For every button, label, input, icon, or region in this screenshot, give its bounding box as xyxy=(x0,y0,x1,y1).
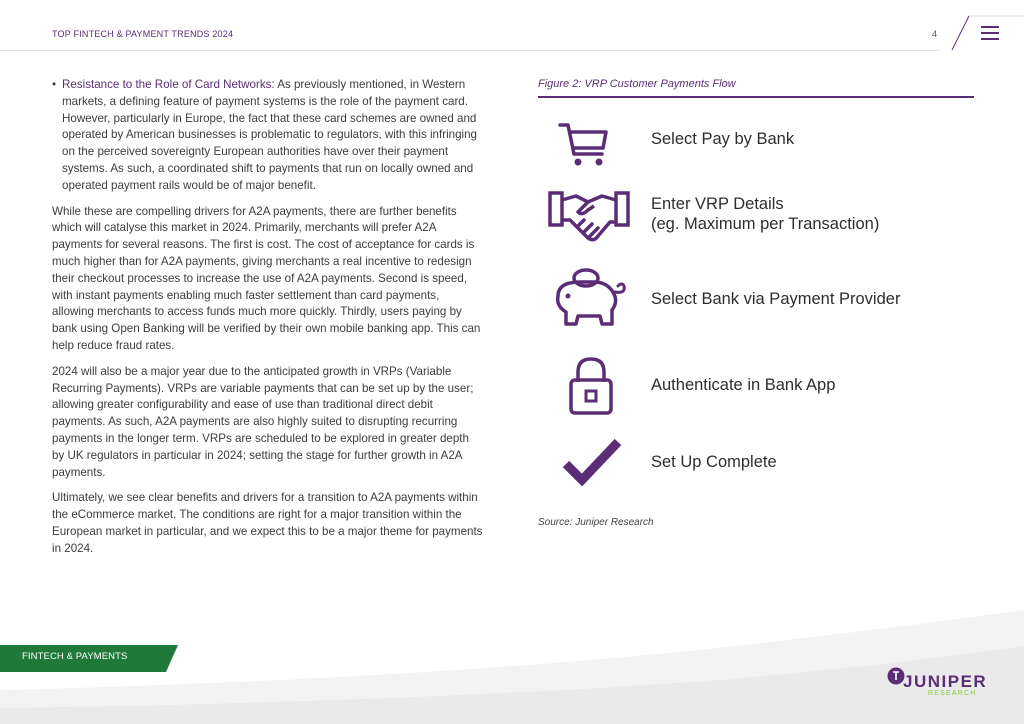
checkmark-icon xyxy=(562,436,622,486)
header-divider xyxy=(0,50,940,51)
step-label: Authenticate in Bank App xyxy=(651,376,836,394)
step-label: Select Bank via Payment Provider xyxy=(651,290,901,308)
juniper-research-logo xyxy=(886,666,1006,702)
paragraph: Ultimately, we see clear benefits and drivers for a transition to A2A payments within the eCommerce market. The conditions are right for a major transition within the European market in particular, and we expect this to be a major theme for payments in 2024. xyxy=(52,491,483,555)
page-number: 4 xyxy=(932,29,938,39)
shopping-cart-icon xyxy=(558,122,610,168)
step-label-line: (eg. Maximum per Transaction) xyxy=(651,215,880,233)
figure-source: Source: Juniper Research xyxy=(538,517,654,528)
document-header-title: TOP FINTECH & PAYMENT TRENDS 2024 xyxy=(52,29,234,39)
footer-section-label: FINTECH & PAYMENTS xyxy=(22,651,128,662)
bullet-item xyxy=(52,77,484,195)
bullet-text: As previously mentioned, in Western markets, a defining feature of payment systems is the role of the payment card. However, particularly in Europe, the fact that these card schemes are owned and operated by American businesses is problematic to regulators, with this infringing on the perceived sovereignty European authorities have over their payment systems. As such, a coordinated shift to payments that run on locally owned and operated payment rails would be of major benefit. xyxy=(62,78,478,192)
step-label: Set Up Complete xyxy=(651,453,777,471)
bullet-dot: • xyxy=(52,78,57,91)
piggy-bank-icon xyxy=(550,264,630,334)
padlock-icon xyxy=(568,356,614,416)
figure-caption-underline xyxy=(538,96,974,98)
logo-text: JUNIPER xyxy=(903,672,988,691)
handshake-icon xyxy=(548,188,630,244)
paragraph: 2024 will also be a major year due to the anticipated growth in VRPs (Variable Recurring Payments). VRPs are variable payments that can be set up by the user; allowing greater configurability and ease of use than traditional direct debit payments. As such, A2A payments are also highly suited to disrupting recurring payments in the longer term. VRPs are scheduled to be explored in greater depth by UK regulators in particular in 2024; setting the stage for further growth in A2A payments. xyxy=(52,364,474,479)
bullet-title: Resistance to the Role of Card Networks: xyxy=(62,78,275,91)
body-text xyxy=(52,77,484,567)
logo-subtext: RESEARCH xyxy=(928,690,977,697)
step-label-line: Enter VRP Details xyxy=(651,195,784,213)
hamburger-menu-icon[interactable] xyxy=(981,26,999,40)
figure-caption: Figure 2: VRP Customer Payments Flow xyxy=(538,78,736,90)
paragraph: While these are compelling drivers for A2A payments, there are further benefits which will catalyse this market in 2024. Primarily, merchants will prefer A2A payments for several reasons. The first is cost. The cost of acceptance for cards is much higher than for A2A payments, giving merchants a real incentive to redesign their checkout processes to increase the use of A2A payments. Second is speed, with instant payments enabling much faster settlement than card payments, allowing merchants to access funds much more quickly. Thirdly, users paying by bank using Open Banking will be verified by their own mobile banking app. This can help reduce fraud rates. xyxy=(52,204,481,352)
step-label: Select Pay by Bank xyxy=(651,130,795,148)
step-label xyxy=(651,194,879,234)
